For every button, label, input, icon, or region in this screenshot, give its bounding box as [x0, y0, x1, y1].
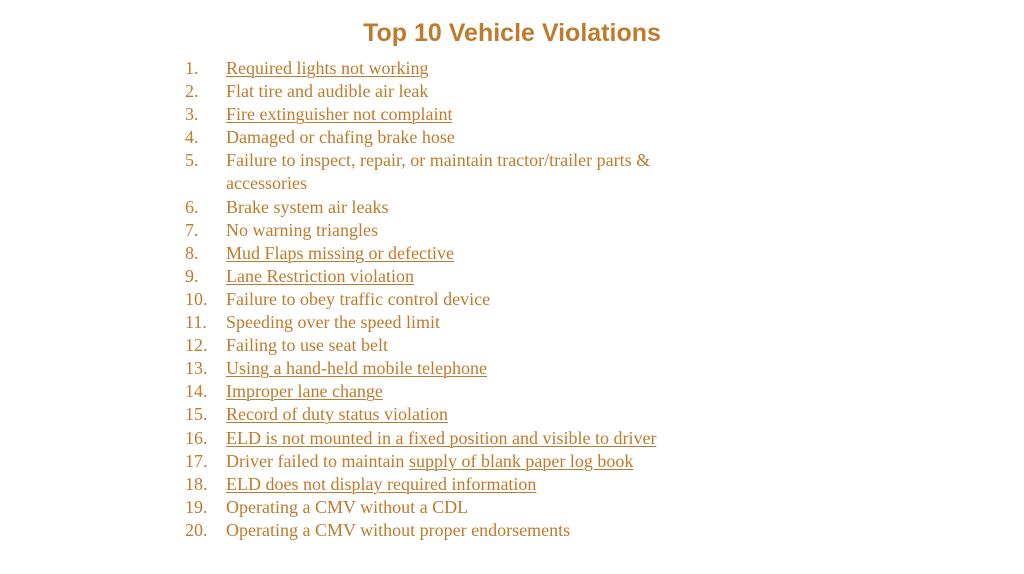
violation-text: Driver failed to maintain [226, 450, 409, 471]
violation-text: Brake system air leaks [226, 196, 389, 217]
violation-text: Operating a CMV without proper endorsements [226, 519, 571, 540]
violation-link[interactable]: Improper lane change [226, 381, 383, 402]
list-item-number: 2. [185, 81, 199, 102]
list-item-number: 7. [185, 219, 199, 240]
list-item-number: 9. [185, 265, 199, 286]
list-item-number: 1. [185, 58, 199, 78]
list-item [0, 311, 706, 334]
violation-link[interactable]: ELD does not display required information [226, 473, 537, 494]
list-item [0, 57, 706, 80]
list-item-number: 19. [185, 496, 208, 517]
violation-link[interactable]: Using a hand-held mobile telephone [226, 358, 487, 379]
list-item [0, 288, 706, 311]
violation-text: Damaged or chafing brake hose [226, 127, 455, 148]
violation-text: No warning triangles [226, 219, 378, 240]
violation-link[interactable]: Mud Flaps missing or defective [226, 242, 454, 263]
list-item-number: 4. [185, 127, 199, 148]
list-item [0, 242, 706, 265]
slide-title: Top 10 Vehicle Violations [363, 19, 661, 47]
violation-link[interactable]: Record of duty status violation [226, 404, 448, 425]
list-item [0, 403, 706, 426]
list-item-number: 10. [185, 288, 208, 309]
violations-list [0, 57, 1024, 542]
list-item [0, 496, 706, 519]
list-item-number: 3. [185, 104, 199, 125]
violation-text: Failing to use seat belt [226, 335, 388, 356]
list-item-number: 5. [185, 150, 199, 171]
list-item [0, 265, 706, 288]
list-item [0, 149, 706, 195]
violation-text: Flat tire and audible air leak [226, 81, 429, 102]
list-item [0, 450, 706, 473]
list-item [0, 80, 706, 103]
list-item-number: 15. [185, 404, 208, 425]
list-item [0, 357, 706, 380]
list-item-number: 17. [185, 450, 208, 471]
list-item [0, 126, 706, 149]
list-item-number: 18. [185, 473, 208, 494]
list-item [0, 519, 706, 542]
violation-link[interactable]: Fire extinguisher not complaint [226, 104, 453, 125]
list-item-number: 8. [185, 242, 199, 263]
violation-text: Failure to inspect, repair, or maintain tractor/trailer parts & accessories [226, 150, 651, 194]
violation-link[interactable]: supply of blank paper log book [408, 450, 634, 471]
list-item-number: 11. [185, 312, 207, 333]
list-item [0, 196, 706, 219]
violation-text: Failure to obey traffic control device [226, 288, 491, 309]
list-item [0, 219, 706, 242]
list-item [0, 427, 706, 450]
violation-text: Speeding over the speed limit [226, 312, 440, 333]
list-item-number: 20. [185, 519, 208, 540]
violation-link[interactable]: ELD is not mounted in a fixed position and visible to driver [226, 427, 657, 448]
violation-link[interactable]: Lane Restriction violation [226, 265, 414, 286]
list-item-number: 13. [185, 358, 208, 379]
list-item-number: 16. [185, 427, 208, 448]
list-item-number: 14. [185, 381, 208, 402]
list-item-number: 12. [185, 335, 208, 356]
list-item [0, 334, 706, 357]
list-item-number: 6. [185, 196, 199, 217]
list-item [0, 380, 706, 403]
list-item [0, 473, 706, 496]
violation-link[interactable]: Required lights not working [226, 58, 429, 78]
violation-text: Operating a CMV without a CDL [226, 496, 469, 517]
list-item [0, 103, 706, 126]
